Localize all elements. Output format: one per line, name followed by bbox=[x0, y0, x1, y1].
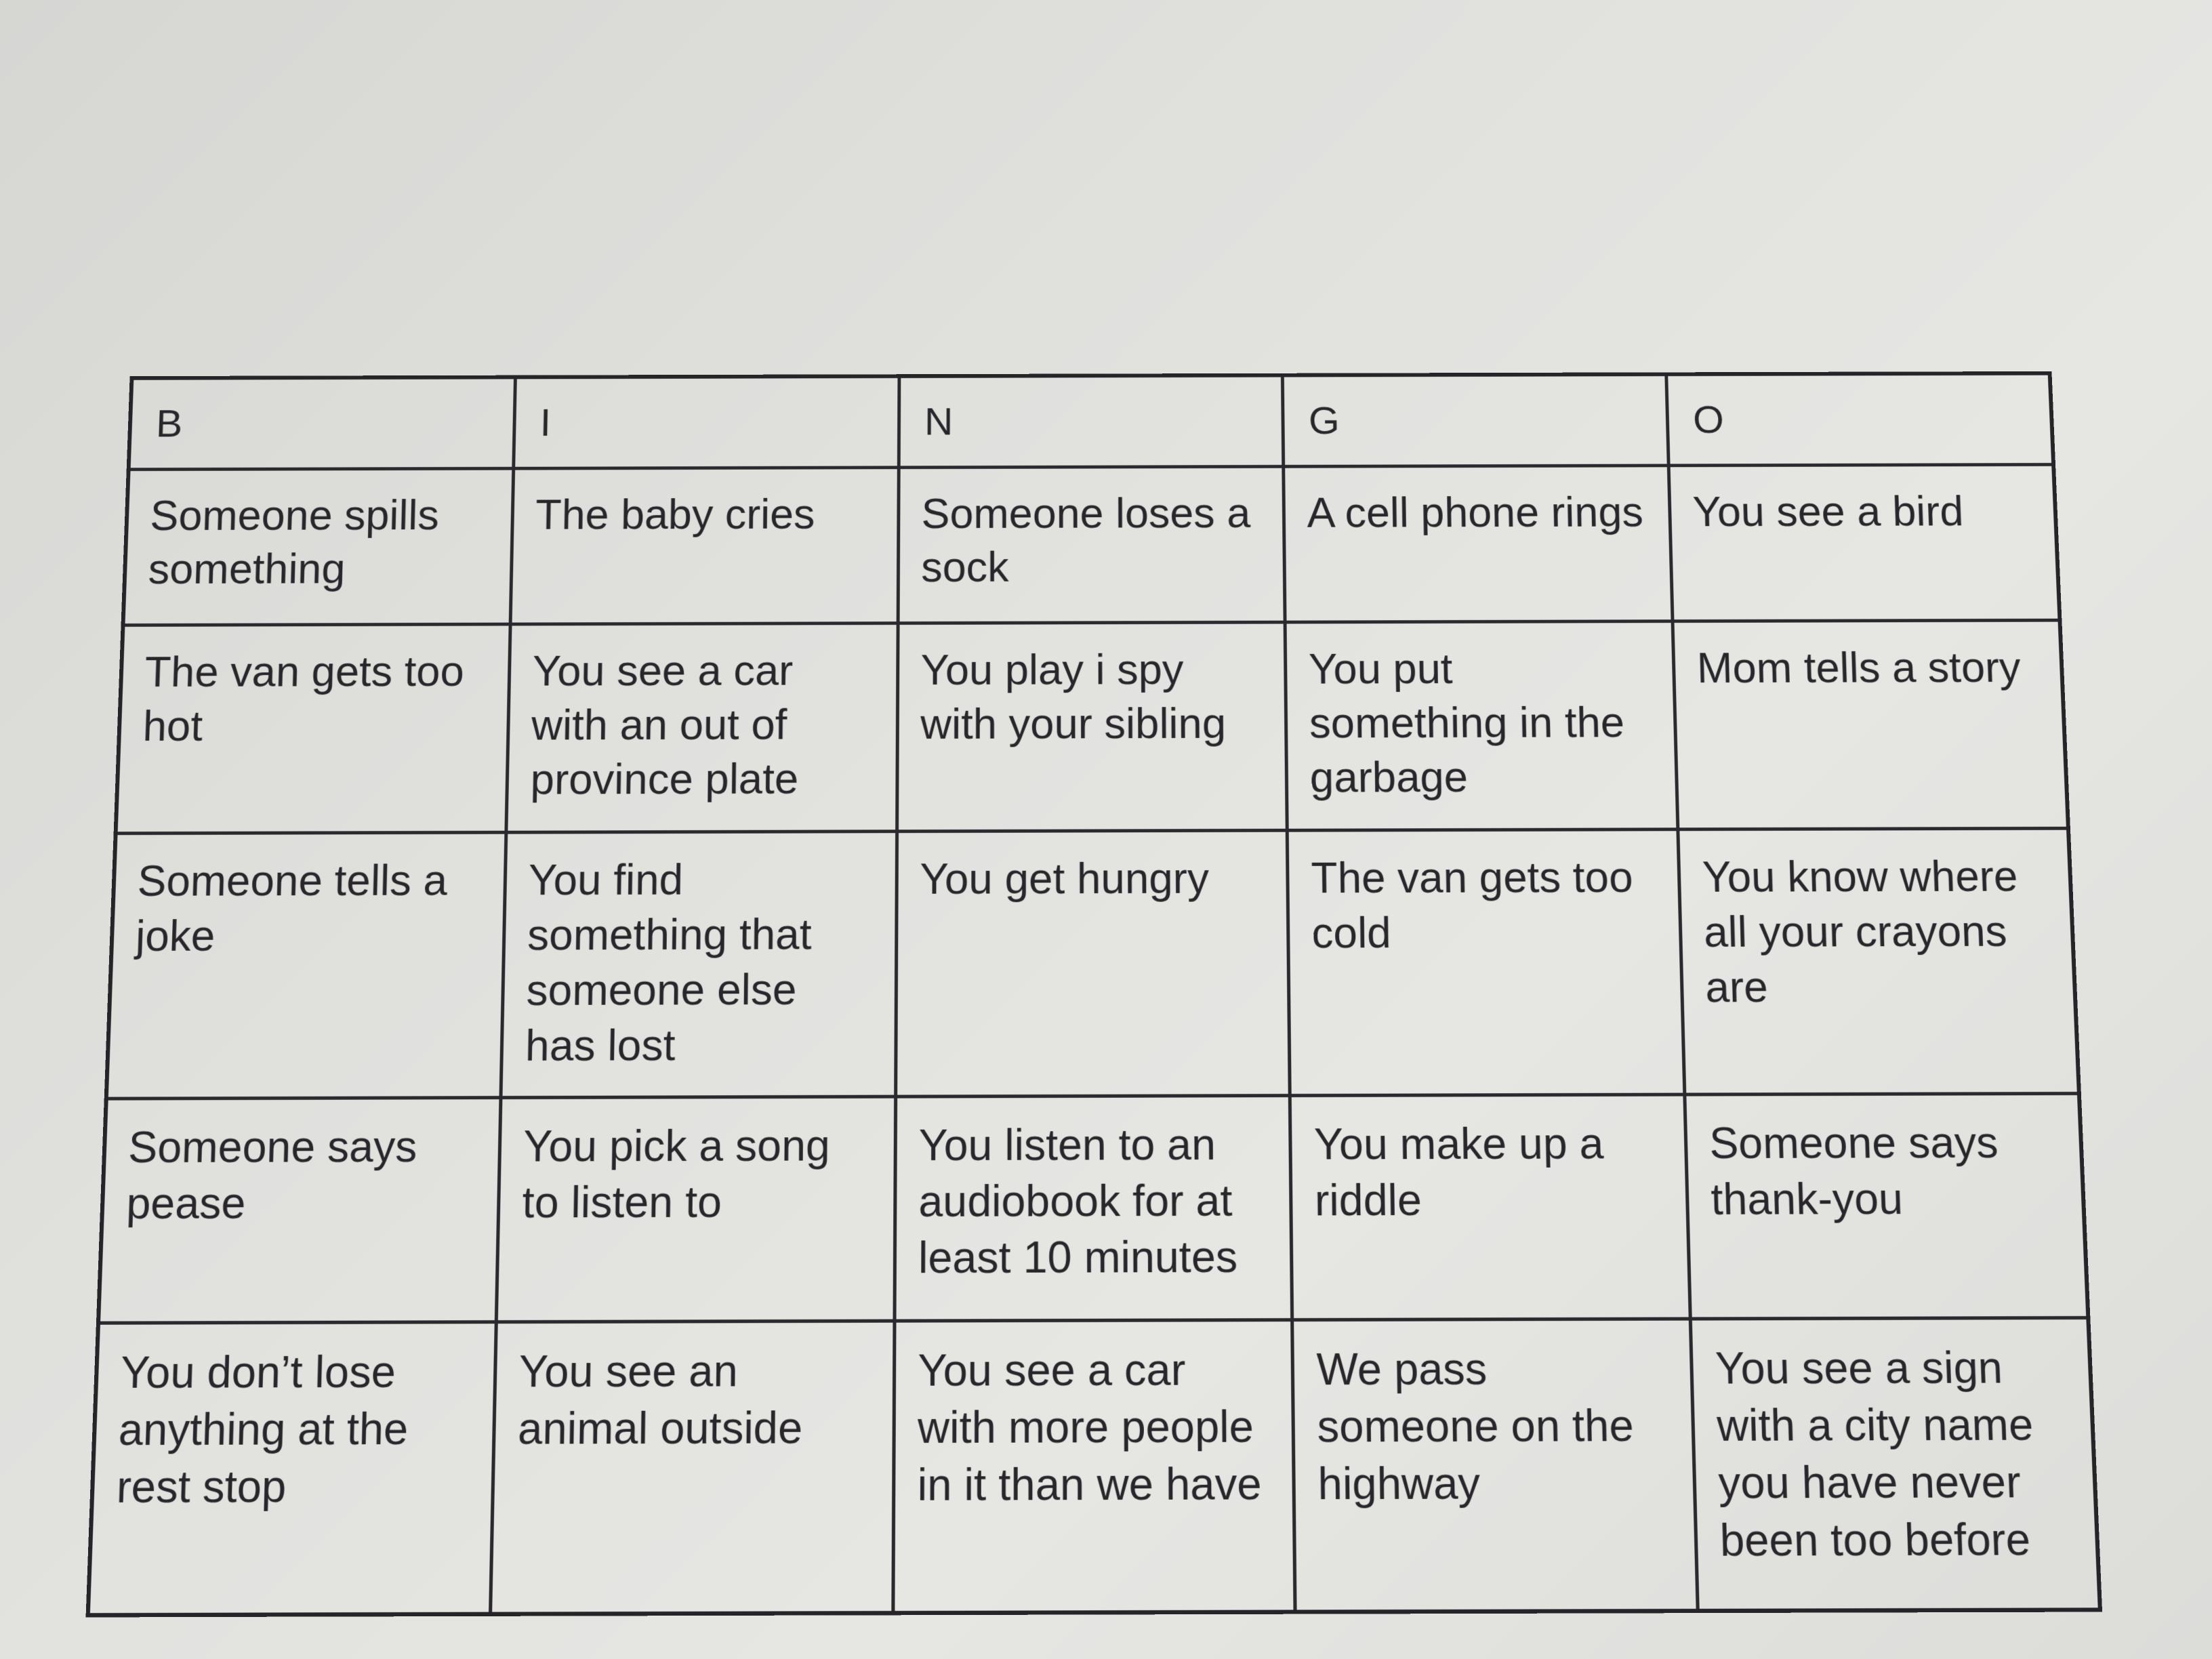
bingo-cell: You find something that someone else has lost bbox=[501, 831, 897, 1098]
bingo-cell: The van gets too cold bbox=[1288, 829, 1685, 1096]
table-row bbox=[116, 621, 2068, 834]
bingo-cell: You listen to an audiobook for at least 10 minutes bbox=[895, 1096, 1292, 1321]
bingo-cell: You see a car with more people in it than we have bbox=[893, 1319, 1296, 1613]
bingo-cell: Someone says thank-you bbox=[1685, 1094, 2089, 1319]
bingo-card bbox=[86, 371, 2103, 1618]
header-o: O bbox=[1666, 373, 2053, 466]
bingo-cell: A cell phone rings bbox=[1284, 466, 1673, 623]
bingo-cell: You see an animal outside bbox=[491, 1321, 895, 1614]
bingo-cell: You put something in the garbage bbox=[1285, 621, 1677, 830]
header-row bbox=[129, 373, 2053, 470]
bingo-cell: You see a bird bbox=[1668, 464, 2060, 621]
bingo-cell: Mom tells a story bbox=[1673, 621, 2068, 830]
table-row bbox=[98, 1094, 2088, 1323]
bingo-cell: The van gets too hot bbox=[116, 624, 511, 833]
bingo-cell: Someone loses a sock bbox=[898, 466, 1286, 623]
bingo-cell: You know where all your crayons are bbox=[1678, 828, 2079, 1095]
bingo-cell: You make up a riddle bbox=[1290, 1095, 1691, 1320]
bingo-cell: You see a sign with a city name you have never been too before bbox=[1690, 1317, 2100, 1611]
bingo-cell: Someone spills something bbox=[123, 468, 514, 626]
bingo-cell: You don’t lose anything at the rest stop bbox=[88, 1322, 497, 1615]
bingo-cell: We pass someone on the highway bbox=[1292, 1319, 1698, 1612]
bingo-cell: You get hungry bbox=[895, 830, 1290, 1097]
bingo-cell: The baby cries bbox=[510, 468, 899, 625]
header-i: I bbox=[514, 376, 899, 468]
header-n: N bbox=[899, 375, 1284, 468]
table-row bbox=[123, 464, 2060, 625]
header-b: B bbox=[129, 377, 516, 470]
table-row bbox=[88, 1317, 2100, 1615]
bingo-cell: You see a car with an out of province plate bbox=[506, 623, 898, 832]
bingo-cell: You play i spy with your sibling bbox=[897, 622, 1287, 831]
header-g: G bbox=[1283, 374, 1668, 466]
bingo-cell: Someone tells a joke bbox=[106, 832, 506, 1099]
bingo-cell: You pick a song to listen to bbox=[496, 1097, 895, 1322]
bingo-cell: Someone says pease bbox=[98, 1098, 501, 1323]
table-row bbox=[106, 828, 2079, 1099]
